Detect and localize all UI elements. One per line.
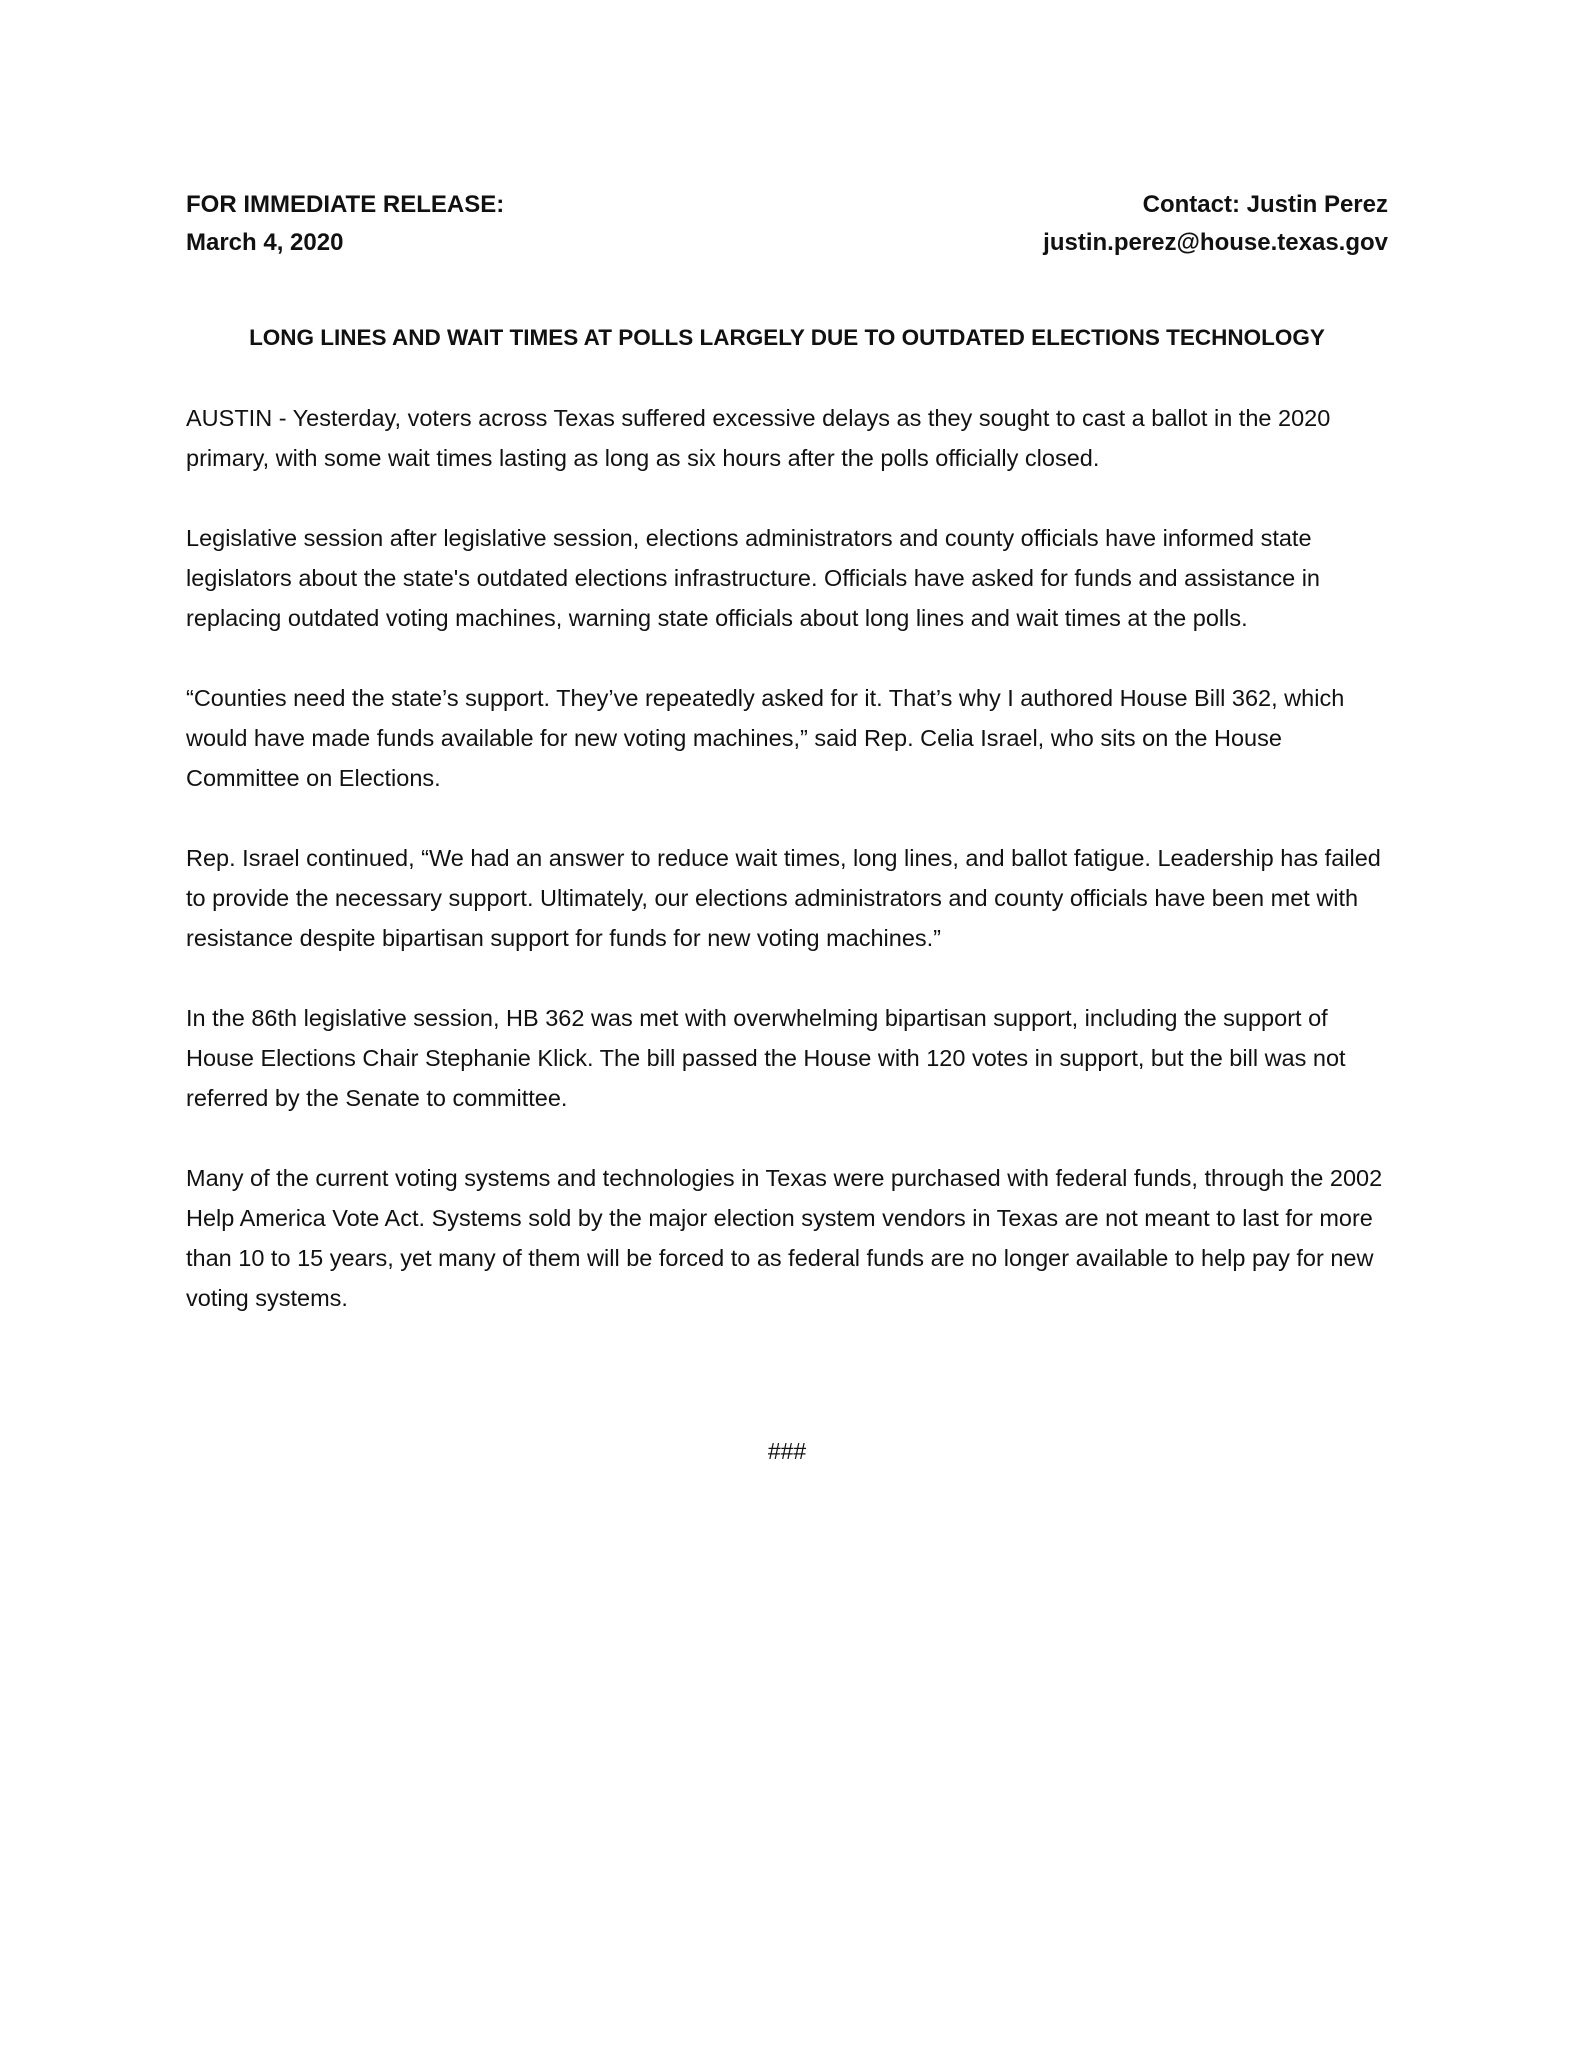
contact-name: Contact: Justin Perez	[1142, 191, 1388, 218]
paragraph-bill-history: In the 86th legislative session, HB 362 was met with overwhelming bipartisan support, including the support of House Elections Chair Stephanie Klick. The bill passed the House with 120 votes in support, but the bill was not referred by the Senate to committee.	[186, 1005, 1346, 1111]
paragraph-lede: AUSTIN - Yesterday, voters across Texas suffered excessive delays as they sought to cast a ballot in the 2020 primary, with some wait times lasting as long as six hours after the polls officially closed.	[186, 405, 1331, 471]
paragraph-continued-quote: Rep. Israel continued, “We had an answer to reduce wait times, long lines, and ballot fatigue. Leadership has failed to provide the necessary support. Ultimately, our elections administrators and county officials have been met with resistance despite bipartisan support for funds for new voting machines.”	[186, 845, 1381, 951]
release-date: March 4, 2020	[186, 229, 344, 256]
paragraph-background: Legislative session after legislative session, elections administrators and county officials have informed state legislators about the state's outdated elections infrastructure. Officials have asked for funds and assistance in replacing outdated voting machines, warning state officials about long lines and wait times at the polls.	[186, 525, 1321, 631]
headline: LONG LINES AND WAIT TIMES AT POLLS LARGELY DUE TO OUTDATED ELECTIONS TECHNOLOGY	[249, 325, 1325, 350]
release-body	[186, 398, 1396, 1358]
release-label: FOR IMMEDIATE RELEASE:	[186, 191, 505, 218]
paragraph-federal-funds: Many of the current voting systems and technologies in Texas were purchased with federal funds, through the 2002 Help America Vote Act. Systems sold by the major election system vendors in Texas are not meant to last for more than 10 to 15 years, yet many of them will be forced to as federal funds are no longer available to help pay for new voting systems.	[186, 1165, 1383, 1311]
end-mark: ###	[767, 1438, 807, 1464]
contact-email: justin.perez@house.texas.gov	[1043, 229, 1388, 256]
paragraph-quote: “Counties need the state’s support. They’ve repeatedly asked for it. That’s why I authored House Bill 362, which would have made funds available for new voting machines,” said Rep. Celia Israel, who sits on the House Committee on Elections.	[186, 685, 1345, 791]
contact-info	[1043, 186, 1388, 262]
release-info	[186, 186, 504, 262]
